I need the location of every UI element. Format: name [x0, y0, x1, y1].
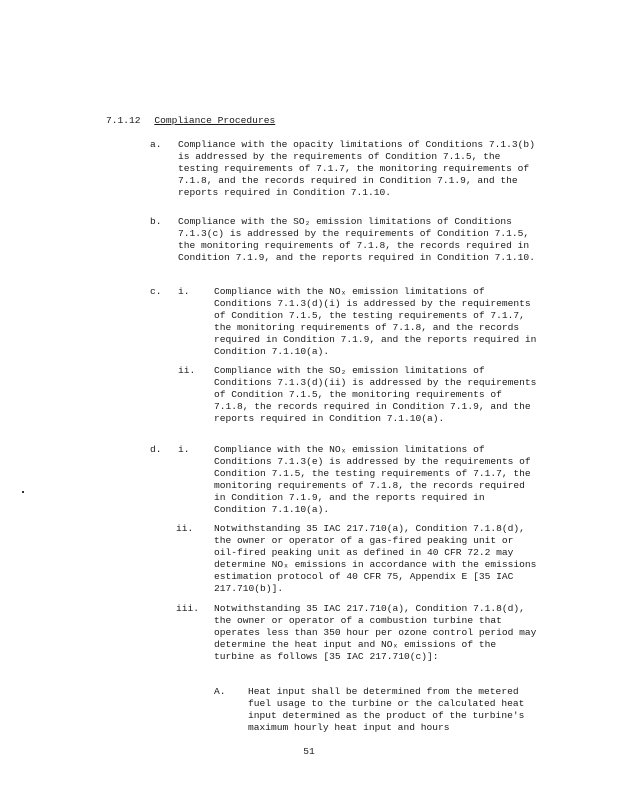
item-d-iii-text: Notwithstanding 35 IAC 217.710(a), Condition 7.1.8(d), the owner or operator of a combustion turbine that operates less than 350 hour per ozone control period may determine the heat input and NOₓ emissions of the turbine as follows [35 IAC 217.710(c)]:	[214, 603, 537, 662]
item-d-ii-text: Notwithstanding 35 IAC 217.710(a), Condition 7.1.8(d), the owner or operator of a gas-fired peaking unit or oil-fired peaking unit as defined in 40 CFR 72.2 may determine NOₓ emissions in accordance with the emissions estimation protocol of 40 CFR 75, Appendix E [35 IAC 217.710(b)].	[214, 523, 537, 594]
item-c-i-text: Compliance with the NOₓ emission limitations of Conditions 7.1.3(d)(i) is addressed by the requirements of Condition 7.1.5, the testing requirements of 7.1.7, the monitoring requirements of 7.1.8, and the records required in Condition 7.1.9, and the reports required in Condition 7.1.10(a).	[214, 286, 537, 357]
item-d-i-text: Compliance with the NOₓ emission limitations of Conditions 7.1.3(e) is addressed by the requirements of Condition 7.1.5, the testing requirements of 7.1.7, the monitoring requirements of 7.1.8, the records required in Condition 7.1.9, and the reports required in Condition 7.1.10(a).	[214, 444, 531, 515]
item-a-text: Compliance with the opacity limitations of Conditions 7.1.3(b) is addressed by the requirements of Condition 7.1.5, the testing requirements of 7.1.7, the monitoring requirements of 7.1.8, and the records required in Condition 7.1.9, and the reports required in Condition 7.1.10.	[178, 139, 535, 198]
item-d-ii-label: ii.	[176, 523, 194, 534]
item-b-label: b.	[150, 216, 162, 227]
item-d-A-label: A.	[214, 686, 226, 697]
item-d-i-label: i.	[178, 444, 190, 455]
section-title: Compliance Procedures	[154, 115, 276, 126]
item-d-iii-label: iii.	[176, 603, 200, 614]
section-number: 7.1.12	[106, 115, 141, 126]
margin-mark	[22, 491, 24, 493]
item-b-text: Compliance with the SO₂ emission limitations of Conditions 7.1.3(c) is addressed by the requirements of Condition 7.1.5, the monitoring requirements of 7.1.8, the records required in Condition 7.1.9, and the reports required in Condition 7.1.10.	[178, 216, 535, 263]
item-c-ii-text: Compliance with the SO₂ emission limitations of Conditions 7.1.3(d)(ii) is addressed by the requirements of Condition 7.1.5, the monitoring requirements of 7.1.8, the records required in Condition 7.1.9, and the reports required in Condition 7.1.10(a).	[214, 365, 537, 424]
item-d-A-text: Heat input shall be determined from the metered fuel usage to the turbine or the calculated heat input determined as the product of the turbine's maximum hourly heat input and hours	[248, 686, 525, 733]
page-number: 51	[303, 746, 315, 757]
item-c-i-label: i.	[178, 286, 190, 297]
item-c-ii-label: ii.	[178, 365, 196, 376]
item-a-label: a.	[150, 139, 162, 150]
item-c-label: c.	[150, 286, 162, 297]
item-d-label: d.	[150, 444, 162, 455]
section-heading	[106, 115, 275, 127]
